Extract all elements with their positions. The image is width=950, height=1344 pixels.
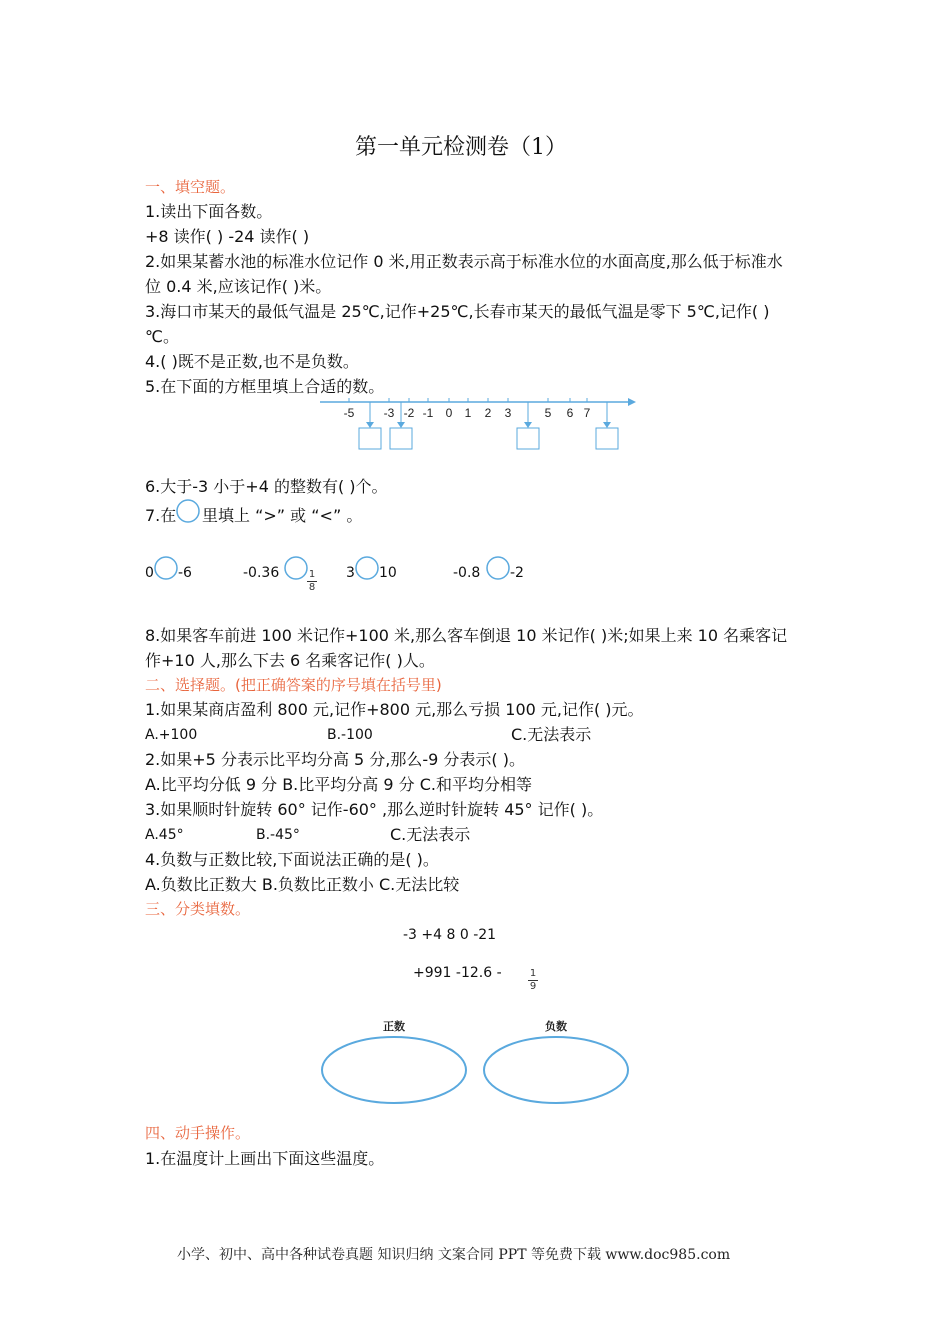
- number-line-label: -1: [422, 406, 434, 420]
- number-line-label: 6: [566, 406, 574, 420]
- question-2-4-options: A.负数比正数大 B.负数比正数小 C.无法比较: [145, 875, 460, 894]
- negative-oval[interactable]: [484, 1037, 628, 1103]
- classify-ovals: [315, 1012, 635, 1112]
- question-1-7-suffix: 里填上 “>” 或 “<” 。: [202, 506, 363, 525]
- positive-oval[interactable]: [322, 1037, 466, 1103]
- compare-2-left: -0.36: [243, 565, 280, 581]
- answer-box-4[interactable]: [596, 428, 618, 449]
- section-heading-choice: 二、选择题。(把正确答案的序号填在括号里): [145, 676, 442, 694]
- number-line-label: 0: [445, 406, 453, 420]
- page-title: 第一单元检测卷（1）: [355, 135, 567, 160]
- section-heading-operation: 四、动手操作。: [145, 1124, 251, 1142]
- classify-numbers-row2: +991 -12.6 -: [413, 965, 502, 981]
- question-1-3-line1: 3.海口市某天的最低气温是 25℃,记作+25℃,长春市某天的最低气温是零下 5℃,记作( ): [145, 302, 770, 321]
- question-2-3: 3.如果顺时针旋转 60° 记作-60° ,那么逆时针旋转 45° 记作( )。: [145, 800, 604, 819]
- question-1-4: 4.( )既不是正数,也不是负数。: [145, 352, 359, 371]
- footer-text: 小学、初中、高中各种试卷真题 知识归纳 文案合同 PPT 等免费下载 www.doc985.com: [177, 1247, 731, 1263]
- fraction-numerator: 1: [308, 569, 316, 580]
- circle-icon: [175, 498, 201, 526]
- question-1-7-prefix: 7.在: [145, 506, 177, 525]
- question-2-1-option-c: C.无法表示: [511, 725, 592, 744]
- question-2-3-option-a: A.45°: [145, 827, 184, 843]
- question-2-2: 2.如果+5 分表示比平均分高 5 分,那么-9 分表示( )。: [145, 750, 525, 769]
- compare-4-right: -2: [510, 565, 524, 581]
- question-1-6: 6.大于-3 小于+4 的整数有( )个。: [145, 477, 388, 496]
- compare-4-left: -0.8: [453, 565, 481, 581]
- compare-3-left: 3: [346, 565, 355, 581]
- compare-3-right: 10: [379, 565, 397, 581]
- number-line-label: -5: [343, 406, 355, 420]
- question-1-3-line2: ℃。: [145, 327, 179, 346]
- question-1-5: 5.在下面的方框里填上合适的数。: [145, 377, 385, 396]
- question-1-1: 1.读出下面各数。: [145, 202, 273, 221]
- number-line-label: 2: [484, 406, 492, 420]
- answer-box-1[interactable]: [359, 428, 381, 449]
- compare-circle-3[interactable]: [354, 555, 380, 581]
- number-line-label: 1: [464, 406, 472, 420]
- fraction-denominator: 9: [529, 981, 537, 992]
- question-2-3-option-c: C.无法表示: [390, 825, 471, 844]
- question-2-3-option-b: B.-45°: [256, 827, 300, 843]
- answer-box-2[interactable]: [390, 428, 412, 449]
- number-line-label: 5: [544, 406, 552, 420]
- question-2-2-options: A.比平均分低 9 分 B.比平均分高 9 分 C.和平均分相等: [145, 775, 532, 794]
- label-positive: 正数: [383, 1020, 405, 1033]
- compare-2-right-fraction: [307, 570, 317, 593]
- compare-circle-2[interactable]: [283, 555, 309, 581]
- question-2-4: 4.负数与正数比较,下面说法正确的是( )。: [145, 850, 439, 869]
- question-1-8-line2: 作+10 人,那么下去 6 名乘客记作( )人。: [145, 651, 435, 670]
- question-1-1-items: +8 读作( ) -24 读作( ): [145, 227, 310, 246]
- fraction-denominator: 8: [308, 582, 316, 593]
- number-line: [310, 392, 640, 454]
- label-negative: 负数: [545, 1020, 567, 1033]
- number-line-label: -3: [383, 406, 395, 420]
- compare-1-right: -6: [178, 565, 192, 581]
- compare-circle-1[interactable]: [153, 555, 179, 581]
- number-line-label: 7: [583, 406, 591, 420]
- question-1-2-line1: 2.如果某蓄水池的标准水位记作 0 米,用正数表示高于标准水位的水面高度,那么低于标准水: [145, 252, 783, 271]
- answer-box-3[interactable]: [517, 428, 539, 449]
- section-heading-fill-blank: 一、填空题。: [145, 178, 236, 196]
- question-2-1: 1.如果某商店盈利 800 元,记作+800 元,那么亏损 100 元,记作( )元。: [145, 700, 644, 719]
- number-line-label: 3: [504, 406, 512, 420]
- classify-fraction: [528, 969, 538, 992]
- fraction-numerator: 1: [529, 968, 537, 979]
- section-heading-classify: 三、分类填数。: [145, 900, 251, 918]
- question-4-1: 1.在温度计上画出下面这些温度。: [145, 1149, 385, 1168]
- question-1-2-line2: 位 0.4 米,应该记作( )米。: [145, 277, 332, 296]
- question-2-1-option-a: A.+100: [145, 727, 198, 743]
- number-line-label: -2: [403, 406, 415, 420]
- compare-1-left: 0: [145, 565, 154, 581]
- classify-numbers-row1: -3 +4 8 0 -21: [403, 927, 497, 943]
- question-1-8-line1: 8.如果客车前进 100 米记作+100 米,那么客车倒退 10 米记作( )米;如果上来 10 名乘客记: [145, 626, 788, 645]
- compare-circle-4[interactable]: [485, 555, 511, 581]
- question-2-1-option-b: B.-100: [327, 727, 373, 743]
